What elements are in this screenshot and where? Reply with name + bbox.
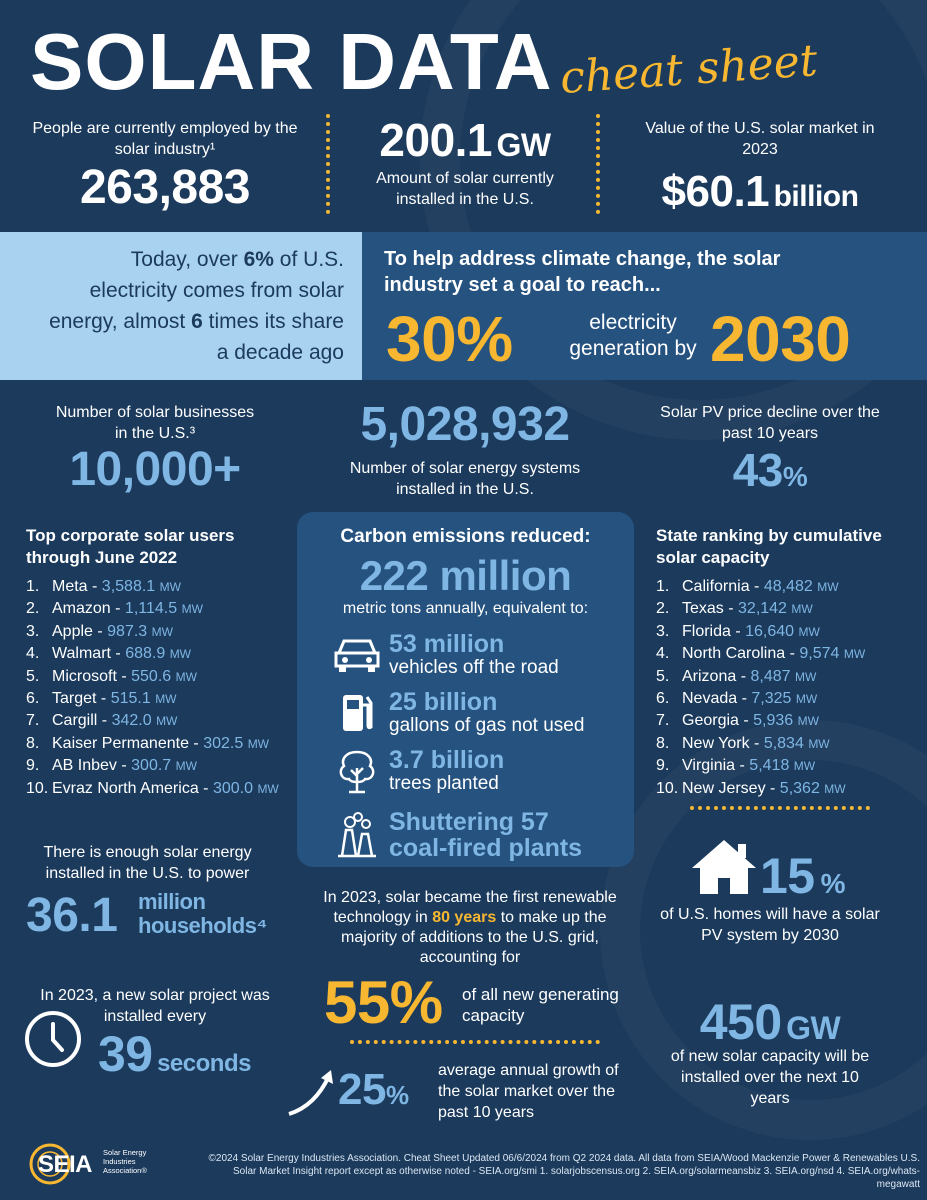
- list-separator: -: [749, 578, 764, 595]
- states-list: [656, 576, 916, 800]
- list-rank: 8.: [26, 734, 40, 752]
- list-value: 16,640: [745, 622, 795, 640]
- list-name: California: [682, 578, 750, 595]
- list-unit: MW: [257, 781, 279, 796]
- gas-pump-icon: [325, 688, 389, 738]
- price-label: Solar PV price decline over the past 10 years: [660, 404, 880, 442]
- list-separator: -: [785, 645, 800, 663]
- list-separator: -: [116, 667, 132, 685]
- homes-value: 15: [760, 848, 815, 904]
- list-name: Nevada: [682, 690, 738, 708]
- price-value: 43: [732, 444, 783, 496]
- corporate-list-item: [26, 598, 296, 620]
- list-unit: MW: [181, 602, 203, 617]
- homes-label: of U.S. homes will have a solar PV system by 2030: [660, 906, 880, 944]
- divider: [326, 114, 330, 214]
- list-name: Meta: [52, 578, 88, 595]
- households-value: 36.1: [26, 889, 118, 942]
- list-name: New York: [682, 734, 750, 752]
- carbon-items: [325, 626, 625, 870]
- page-subtitle: cheat sheet: [558, 35, 820, 104]
- list-rank: 2.: [656, 600, 670, 618]
- list-name: Microsoft: [52, 667, 117, 685]
- list-unit: MW: [159, 580, 181, 594]
- list-value: 550.6: [131, 667, 172, 685]
- list-separator: -: [110, 600, 125, 618]
- majority-pct-label: of all new generating capacity: [462, 985, 619, 1025]
- list-name: Walmart: [52, 645, 111, 663]
- install-rate-unit: seconds: [157, 1050, 251, 1077]
- majority-pct: 55%: [324, 969, 443, 1036]
- price-unit: %: [782, 461, 808, 492]
- majority-text-part: In 2023, solar became the first renewable technology in: [323, 889, 617, 926]
- list-unit: MW: [169, 647, 192, 662]
- list-rank: 9.: [656, 757, 670, 775]
- businesses-label: Number of solar businesses in the U.S.³: [55, 404, 255, 442]
- list-value: 1,114.5: [124, 600, 178, 618]
- systems-value: 5,028,932: [360, 398, 570, 451]
- list-separator: -: [749, 734, 764, 752]
- list-name: Kaiser Permanente: [52, 734, 189, 752]
- list-unit: MW: [156, 714, 178, 729]
- list-rank: 10.: [26, 779, 49, 797]
- list-separator: -: [96, 690, 111, 708]
- majority-highlight: 80 years: [432, 909, 497, 926]
- list-rank: 4.: [26, 645, 40, 663]
- list-value: 48,482: [763, 578, 813, 595]
- majority-text: [320, 888, 620, 968]
- goal-pct: 30%: [386, 303, 513, 375]
- installed-value: 200.1: [379, 114, 493, 166]
- list-value: 515.1: [110, 690, 151, 708]
- businesses-value: 10,000+: [69, 443, 241, 496]
- list-unit: MW: [247, 736, 270, 751]
- list-value: 7,325: [751, 690, 792, 708]
- growth-arrow-icon: [285, 1062, 341, 1123]
- list-unit: MW: [843, 647, 866, 662]
- list-unit: MW: [795, 692, 818, 707]
- list-unit: MW: [798, 624, 820, 639]
- footer-credit: ©2024 Solar Energy Industries Association. Cheat Sheet Updated 06/6/2024 from Q2 2024 data. All data from SEIA/Wood Mackenzie Power & Renewables U.S. Solar Market Insight report except as otherwise noted - SEIA.org/smi 1. solarjobscensus.org 2. SEIA.org/solarmeansbiz 3. SEIA.org/nsd 4. SEIA.org/whats-megawatt: [208, 1153, 920, 1190]
- list-rank: 2.: [26, 600, 40, 618]
- divider: [350, 1040, 600, 1044]
- list-separator: -: [765, 779, 780, 797]
- homes-unit: %: [820, 868, 846, 899]
- list-name: Arizona: [682, 667, 737, 685]
- goal-text: electricity generation by: [569, 311, 697, 360]
- share-multiple: 6: [191, 310, 203, 333]
- list-separator: -: [110, 645, 126, 663]
- state-list-item: [656, 710, 916, 732]
- stat-panel-light: [0, 232, 362, 380]
- carbon-item-desc: vehicles off the road: [389, 657, 559, 678]
- list-separator: -: [737, 690, 752, 708]
- carbon-item-desc: coal-fired plants: [389, 834, 583, 862]
- households-label: There is enough solar energy installed in the U.S. to power: [43, 844, 252, 882]
- list-unit: MW: [797, 714, 819, 729]
- list-value: 8,487: [750, 667, 791, 685]
- corporate-list-item: [26, 778, 296, 800]
- list-separator: -: [738, 712, 754, 730]
- carbon-item: [325, 626, 625, 684]
- list-rank: 5.: [26, 667, 40, 685]
- list-rank: 8.: [656, 734, 670, 752]
- corporate-list-item: [26, 688, 296, 710]
- installed-unit: GW: [496, 127, 551, 163]
- list-separator: -: [97, 712, 112, 730]
- list-rank: 7.: [656, 712, 670, 730]
- list-value: 342.0: [111, 712, 152, 730]
- carbon-item-number: 53 million: [389, 630, 505, 658]
- list-name: Virginia: [682, 757, 736, 775]
- market-unit: billion: [773, 180, 859, 213]
- list-unit: MW: [824, 781, 846, 796]
- households-unit-line: million: [138, 889, 206, 914]
- list-separator: -: [735, 757, 750, 775]
- carbon-item-number: 25 billion: [389, 688, 498, 716]
- carbon-title: Carbon emissions reduced:: [340, 526, 591, 547]
- carbon-item-number: 3.7 billion: [389, 746, 505, 774]
- divider: [690, 806, 870, 810]
- list-separator: -: [87, 578, 102, 595]
- corporate-list-item: [26, 666, 296, 688]
- state-list-item: [656, 643, 916, 665]
- state-list-item: [656, 755, 916, 777]
- corporate-list-item: [26, 621, 296, 643]
- list-unit: MW: [808, 736, 830, 751]
- list-name: Amazon: [52, 600, 111, 618]
- list-value: 987.3: [107, 622, 148, 640]
- list-rank: 9.: [26, 757, 40, 775]
- state-list-item: [656, 778, 916, 800]
- goal-year: 2030: [710, 303, 851, 375]
- list-value: 3,588.1: [101, 578, 156, 595]
- car-icon: [325, 630, 389, 680]
- market-value: $60.1: [661, 167, 770, 216]
- households-unit: [138, 890, 267, 938]
- list-name: AB Inbev: [52, 757, 117, 775]
- list-name: Georgia: [682, 712, 739, 730]
- corporate-list-item: [26, 576, 296, 598]
- carbon-item-number: Shuttering 57: [389, 808, 549, 836]
- list-name: Cargill: [52, 712, 98, 730]
- factory-icon: [325, 810, 389, 860]
- state-list-item: [656, 598, 916, 620]
- carbon-label: metric tons annually, equivalent to:: [342, 600, 589, 617]
- list-unit: MW: [794, 669, 817, 684]
- goal-panel: [362, 232, 927, 380]
- corporate-list: [26, 576, 296, 800]
- list-separator: -: [198, 779, 213, 797]
- installed-label: Amount of solar currently installed in the U.S.: [376, 170, 554, 208]
- list-rank: 6.: [656, 690, 670, 708]
- list-rank: 3.: [26, 622, 40, 640]
- state-list-item: [656, 688, 916, 710]
- seia-logo-subtitle: Solar Energy Industries Association®: [103, 1148, 147, 1175]
- share-pct: 6%: [243, 248, 274, 271]
- list-value: 5,936: [753, 712, 794, 730]
- list-name: Target: [52, 690, 97, 708]
- carbon-item-desc: trees planted: [389, 773, 499, 794]
- share-text-part: times its share a decade ago: [202, 310, 344, 364]
- list-separator: -: [736, 667, 751, 685]
- new-capacity-unit: GW: [786, 1010, 841, 1046]
- carbon-item-desc: gallons of gas not used: [389, 715, 585, 736]
- list-value: 300.7: [131, 757, 172, 775]
- new-capacity-label: of new solar capacity will be installed over the next 10 years: [670, 1048, 870, 1107]
- list-rank: 1.: [656, 578, 670, 595]
- list-separator: -: [188, 734, 204, 752]
- list-value: 5,418: [749, 757, 790, 775]
- list-rank: 10.: [656, 779, 679, 797]
- carbon-item: [325, 800, 625, 870]
- seia-logo-text: SEIA: [38, 1151, 93, 1178]
- list-value: 300.0: [212, 779, 253, 797]
- growth-value: 25: [338, 1065, 386, 1114]
- divider: [596, 114, 600, 214]
- systems-label: Number of solar energy systems installed in the U.S.: [349, 460, 581, 498]
- states-title: State ranking by cumulative solar capacity: [656, 526, 882, 567]
- list-unit: MW: [151, 624, 173, 639]
- carbon-item: [325, 684, 625, 742]
- carbon-value: 222 million: [359, 552, 572, 599]
- share-text: [44, 244, 344, 368]
- tree-icon: [325, 746, 389, 796]
- list-rank: 6.: [26, 690, 40, 708]
- goal-heading: To help address climate change, the solar industry set a goal to reach...: [384, 248, 781, 296]
- clock-icon: [24, 1010, 82, 1073]
- install-rate-value: 39: [98, 1026, 153, 1082]
- majority-text-part: to make up the majority of additions to the U.S. grid, accounting for: [341, 909, 607, 966]
- list-separator: -: [116, 757, 132, 775]
- list-name: Apple: [52, 622, 93, 640]
- list-separator: -: [723, 600, 739, 618]
- state-list-item: [656, 666, 916, 688]
- employed-value: 263,883: [79, 161, 250, 214]
- install-rate-label: In 2023, a new solar project was installed every: [40, 987, 270, 1025]
- growth-stat: [338, 1064, 409, 1126]
- page-title: SOLAR DATA: [30, 17, 553, 106]
- list-unit: MW: [175, 669, 197, 684]
- list-rank: 4.: [656, 645, 670, 663]
- share-text-part: Today, over: [130, 248, 244, 271]
- list-unit: MW: [791, 602, 813, 617]
- list-name: Texas: [682, 600, 724, 618]
- share-text-part: of U.S. electricity comes from solar energy, almost: [49, 248, 344, 333]
- list-rank: 3.: [656, 622, 670, 640]
- new-capacity-value: 450: [699, 994, 782, 1050]
- list-value: 688.9: [125, 645, 166, 663]
- list-name: New Jersey: [682, 779, 766, 797]
- corporate-title: Top corporate solar users through June 2022: [26, 526, 235, 567]
- install-rate-stat: [98, 1026, 251, 1095]
- house-icon: [690, 836, 758, 901]
- corporate-list-item: [26, 643, 296, 665]
- corporate-list-item: [26, 755, 296, 777]
- list-value: 5,834: [763, 734, 804, 752]
- state-list-item: [656, 621, 916, 643]
- list-unit: MW: [175, 759, 197, 774]
- list-unit: MW: [817, 580, 839, 594]
- growth-unit: %: [385, 1080, 409, 1110]
- list-separator: -: [92, 622, 108, 640]
- list-rank: 1.: [26, 578, 40, 595]
- carbon-item: [325, 742, 625, 800]
- list-name: Evraz North America: [52, 779, 199, 797]
- households-unit-line: households⁴: [138, 913, 267, 938]
- list-value: 9,574: [799, 645, 840, 663]
- list-value: 5,362: [779, 779, 820, 797]
- price-stat: [660, 442, 880, 510]
- state-list-item: [656, 576, 916, 598]
- list-name: North Carolina: [682, 645, 786, 663]
- market-label: Value of the U.S. solar market in 2023: [645, 120, 875, 158]
- list-separator: -: [730, 622, 746, 640]
- corporate-list-item: [26, 733, 296, 755]
- list-unit: MW: [155, 692, 177, 707]
- employed-label: People are currently employed by the solar industry¹: [32, 120, 298, 158]
- list-rank: 7.: [26, 712, 40, 730]
- corporate-list-item: [26, 710, 296, 732]
- state-list-item: [656, 733, 916, 755]
- market-stat: [610, 164, 910, 230]
- list-rank: 5.: [656, 667, 670, 685]
- growth-label: average annual growth of the solar market over the past 10 years: [438, 1062, 619, 1121]
- list-value: 32,142: [738, 600, 787, 618]
- list-value: 302.5: [203, 734, 244, 752]
- list-unit: MW: [793, 759, 816, 774]
- carbon-box: [297, 512, 634, 867]
- list-name: Florida: [682, 622, 731, 640]
